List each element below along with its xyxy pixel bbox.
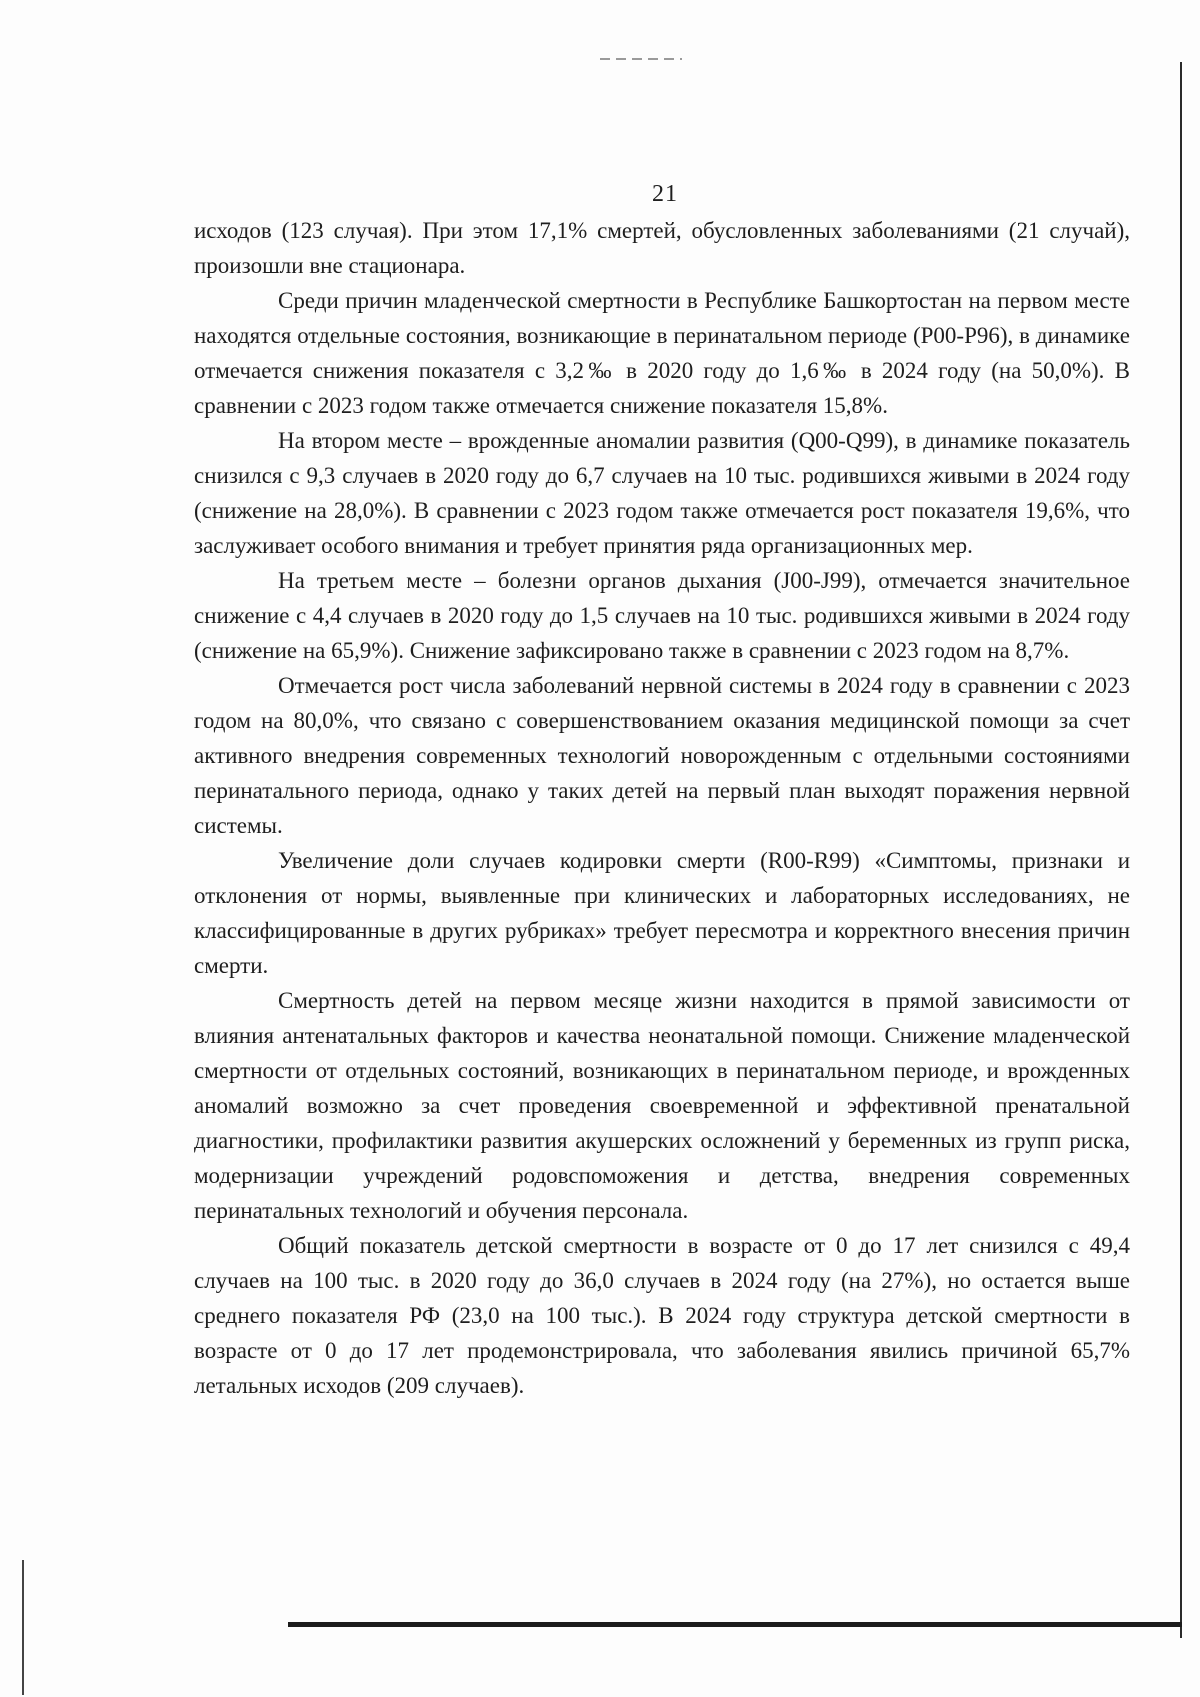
scan-mark-top [600,58,682,60]
page-border-bottom [288,1622,1182,1627]
paragraph-continuation: исходов (123 случая). При этом 17,1% смертей, обусловленных заболеваниями (21 случай), произошли вне стационара. [194,218,1130,278]
page-border-left [22,1560,24,1695]
paragraph-congenital-anomalies: На втором месте – врожденные аномалии развития (Q00-Q99), в динамике показатель снизился с 9,3 случаев в 2020 году до 6,7 случаев на 10 тыс. родившихся живыми в 2024 году (снижение на 28,0%). В сравнении с 2023 годом также отмечается рост показателя 19,6%, что заслуживает особого внимания и требует принятия ряда организационных мер. [194,428,1130,558]
paragraph-nervous-system: Отмечается рост числа заболеваний нервной системы в 2024 году в сравнении с 2023 годом на 80,0%, что связано с совершенствованием оказания медицинской помощи за счет активного внедрения современных технологий новорожденным с отдельными состояниями перинатального периода, однако у таких детей на первый план выходят поражения нервной системы. [194,673,1130,838]
paragraph-coding-r00-r99: Увеличение доли случаев кодировки смерти (R00-R99) «Симптомы, признаки и отклонения от нормы, выявленные при клинических и лабораторных исследованиях, не классифицированные в других рубриках» требует пересмотра и корректного внесения причин смерти. [194,848,1130,978]
paragraph-perinatal-causes: Среди причин младенческой смертности в Республике Башкортостан на первом месте находятся отдельные состояния, возникающие в перинатальном периоде (P00-P96), в динамике отмечается снижения показателя с 3,2‰ в 2020 году до 1,6‰ в 2024 году (на 50,0%). В сравнении с 2023 годом также отмечается снижение показателя 15,8%. [194,288,1130,418]
document-body [194,213,1130,1403]
paragraph-neonatal-mortality: Смертность детей на первом месяце жизни находится в прямой зависимости от влияния антенатальных факторов и качества неонатальной помощи. Снижение младенческой смертности от отдельных состояний, возникающих в перинатальном периоде, и врожденных аномалий возможно за счет проведения своевременной и эффективной пренатальной диагностики, профилактики развития акушерских осложнений у беременных из групп риска, модернизации учреждений родовспоможения и детства, внедрения современных перинатальных технологий и обучения персонала. [194,988,1130,1223]
paragraph-child-mortality: Общий показатель детской смертности в возрасте от 0 до 17 лет снизился с 49,4 случаев на 100 тыс. в 2020 году до 36,0 случаев в 2024 году (на 27%), но остается выше среднего показателя РФ (23,0 на 100 тыс.). В 2024 году структура детской смертности в возрасте от 0 до 17 лет продемонстрировала, что заболевания явились причиной 65,7% летальных исходов (209 случаев). [194,1233,1130,1398]
paragraph-respiratory-diseases: На третьем месте – болезни органов дыхания (J00-J99), отмечается значительное снижение с 4,4 случаев в 2020 году до 1,5 случаев на 10 тыс. родившихся живыми в 2024 году (снижение на 65,9%). Снижение зафиксировано также в сравнении с 2023 годом на 8,7%. [194,568,1130,663]
page-number: 21 [652,181,678,207]
page-border-right [1180,62,1182,1638]
